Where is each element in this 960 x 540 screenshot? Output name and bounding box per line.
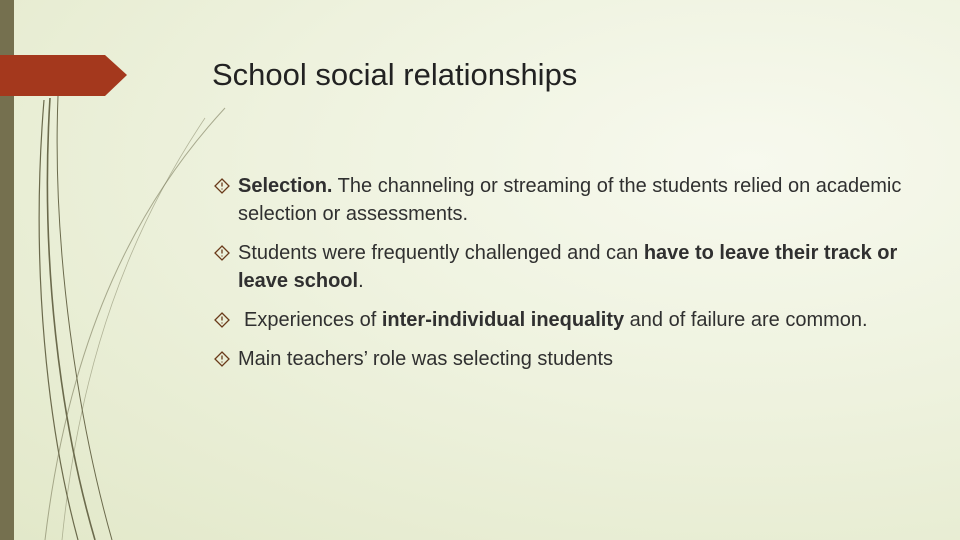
bullet-2-text-b: . (358, 270, 364, 292)
diamond-bullet-icon (214, 351, 230, 367)
slide-title: School social relationships (212, 57, 578, 92)
bullet-item-2 (214, 239, 914, 295)
diamond-bullet-icon (214, 245, 230, 261)
bullet-4-text: Main teachers’ role was selecting students (238, 348, 613, 370)
bullet-3-text-b: and of failure are common. (624, 309, 868, 331)
bullet-3-bold: inter-individual inequality (381, 309, 625, 331)
bullet-1-bold: Selection. (238, 175, 333, 197)
bullet-list (214, 172, 914, 384)
title-accent-tab (0, 55, 127, 96)
bullet-item-4 (214, 345, 914, 373)
bullet-item-1 (214, 172, 914, 228)
bullet-2-text-a: Students were frequently challenged and can (238, 242, 644, 264)
bullet-1-text: The channeling or streaming of the students relied on academic selection or assessments. (238, 175, 902, 225)
diamond-bullet-icon (214, 312, 230, 328)
bullet-3-text-a: Experiences of (244, 309, 382, 331)
bullet-item-3 (214, 306, 914, 334)
diamond-bullet-icon (214, 178, 230, 194)
bullet-2-bold: have to leave their track or leave school (238, 242, 898, 292)
